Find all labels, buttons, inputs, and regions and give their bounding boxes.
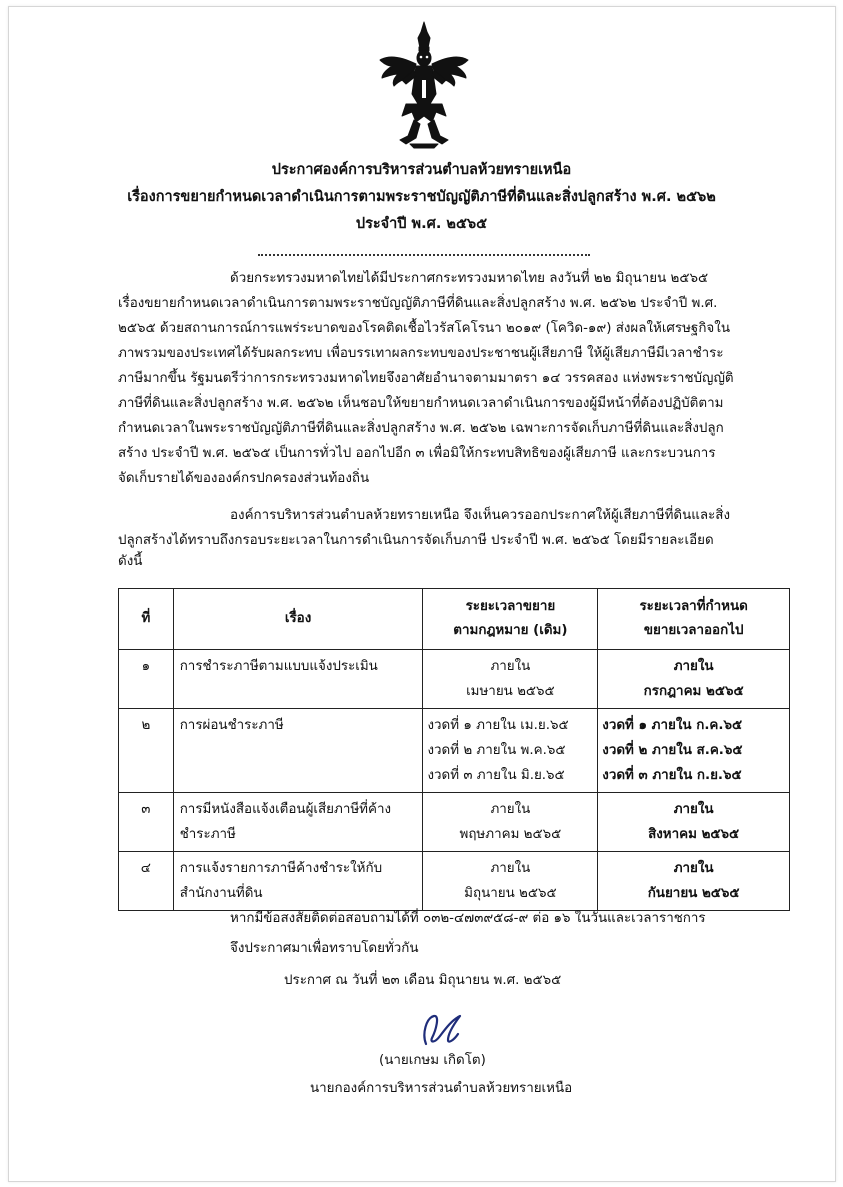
row-new-period: ภายใน กรกฎาคม ๒๕๖๕ [598,650,790,709]
row-topic: การผ่อนชำระภาษี [173,709,423,793]
garuda-emblem-icon [376,20,472,150]
signature-icon [418,1010,474,1052]
table-row [119,709,790,793]
announcement-year: ประจำปี พ.ศ. ๒๕๖๕ [355,216,488,232]
table-header-row [119,589,790,650]
paragraph-line: ๒๕๖๕ ด้วยสถานการณ์การแพร่ระบาดของโรคติดเชื้อไวรัสโคโรนา ๒๐๑๙ (โควิด-๑๙) ส่งผลให้เศรษฐกิจใน [118,321,730,336]
table-row [119,852,790,911]
paragraph-announcement [118,503,730,571]
paragraph-line: ภาษีที่ดินและสิ่งปลูกสร้าง พ.ศ. ๒๕๖๒ เห็นชอบให้ขยายกำหนดเวลาดำเนินการของผู้มีหน้าที่ต้องปฏิบัติตาม [118,396,724,411]
paragraph-line: จัดเก็บรายได้ขององค์กรปกครองส่วนท้องถิ่น [118,471,370,486]
row-number: ๔ [119,852,174,911]
row-topic: การชำระภาษีตามแบบแจ้งประเมิน [173,650,423,709]
announcement-subject: เรื่องการขยายกำหนดเวลาดำเนินการตามพระราชบัญญัติภาษีที่ดินและสิ่งปลูกสร้าง พ.ศ. ๒๕๖๒ [127,189,716,205]
row-topic: การแจ้งรายการภาษีค้างชำระให้กับ สำนักงานที่ดิน [173,852,423,911]
announcement-title: ประกาศองค์การบริหารส่วนตำบลห้วยทรายเหนือ [271,162,572,178]
paragraph-line: ปลูกสร้างได้ทราบถึงกรอบระยะเวลาในการดำเนินการจัดเก็บภาษี ประจำปี พ.ศ. ๒๕๖๕ โดยมีรายละเอียด [118,533,714,548]
row-old-period: ภายใน เมษายน ๒๕๖๕ [423,650,598,709]
signer-title: นายกองค์การบริหารส่วนตำบลห้วยทรายเหนือ [310,1081,573,1096]
dotted-separator [258,254,590,256]
row-number: ๒ [119,709,174,793]
paragraph-line: กำหนดเวลาในพระราชบัญญัติภาษีที่ดินและสิ่งปลูกสร้าง พ.ศ. ๒๕๖๒ เฉพาะการจัดเก็บภาษีที่ดินและสิ่งปลูก [118,421,724,436]
schedule-table [118,588,790,911]
signer-name: (นายเกษม เกิดโต) [379,1053,486,1068]
table-row [119,793,790,852]
row-number: ๓ [119,793,174,852]
announce-date: ประกาศ ณ วันที่ ๒๓ เดือน มิถุนายน พ.ศ. ๒๕๖๕ [284,973,562,988]
paragraph-background [118,266,734,491]
row-old-period: ภายใน พฤษภาคม ๒๕๖๕ [423,793,598,852]
paragraph-line: ภาพรวมของประเทศได้รับผลกระทบ เพื่อบรรเทาผลกระทบของประชาชนผู้เสียภาษี ให้ผู้เสียภาษีมีเวลาชำระ [118,346,724,361]
contact-line: หากมีข้อสงสัยติดต่อสอบถามได้ที่ ๐๓๒-๔๗๓๙๕๘-๙ ต่อ ๑๖ ในวันและเวลาราชการ [230,911,706,926]
row-old-period: ภายใน มิถุนายน ๒๕๖๕ [423,852,598,911]
paragraph-line: เรื่องขยายกำหนดเวลาดำเนินการตามพระราชบัญญัติภาษีที่ดินและสิ่งปลูกสร้าง พ.ศ. ๒๕๖๒ ประจำปี พ.ศ. [118,296,718,311]
paragraph-line: ภาษีมากขึ้น รัฐมนตรีว่าการกระทรวงมหาดไทยจึงอาศัยอำนาจตามมาตรา ๑๔ วรรคสอง แห่งพระราชบัญญัติ [118,371,734,386]
row-number: ๑ [119,650,174,709]
row-topic: การมีหนังสือแจ้งเตือนผู้เสียภาษีที่ค้าง ชำระภาษี [173,793,423,852]
row-new-period: งวดที่ ๑ ภายใน ก.ค.๖๕ งวดที่ ๒ ภายใน ส.ค.๖๕ งวดที่ ๓ ภายใน ก.ย.๖๕ [598,709,790,793]
row-old-period: งวดที่ ๑ ภายใน เม.ย.๖๕ งวดที่ ๒ ภายใน พ.ค.๖๕ งวดที่ ๓ ภายใน มิ.ย.๖๕ [423,709,598,793]
header-new-period: ระยะเวลาที่กำหนด ขยายเวลาออกไป [598,589,790,650]
row-new-period: ภายใน กันยายน ๒๕๖๕ [598,852,790,911]
paragraph-line: องค์การบริหารส่วนตำบลห้วยทรายเหนือ จึงเห็นควรออกประกาศให้ผู้เสียภาษีที่ดินและสิ่ง [230,508,730,523]
paragraph-line: สร้าง ประจำปี พ.ศ. ๒๕๖๕ เป็นการทั่วไป ออกไปอีก ๓ เพื่อมิให้กระทบสิทธิของผู้เสียภาษี และกระบวนการ [118,446,716,461]
header-no: ที่ [119,589,174,650]
announce-line: จึงประกาศมาเพื่อทราบโดยทั่วกัน [230,941,419,956]
paragraph-line: ด้วยกระทรวงมหาดไทยได้มีประกาศกระทรวงมหาดไทย ลงวันที่ ๒๒ มิถุนายน ๒๕๖๕ [230,271,709,286]
paragraph-line: ดังนี้ [118,554,143,569]
table-row [119,650,790,709]
header-topic: เรื่อง [173,589,423,650]
header-old-period: ระยะเวลาขยาย ตามกฎหมาย (เดิม) [423,589,598,650]
row-new-period: ภายใน สิงหาคม ๒๕๖๕ [598,793,790,852]
